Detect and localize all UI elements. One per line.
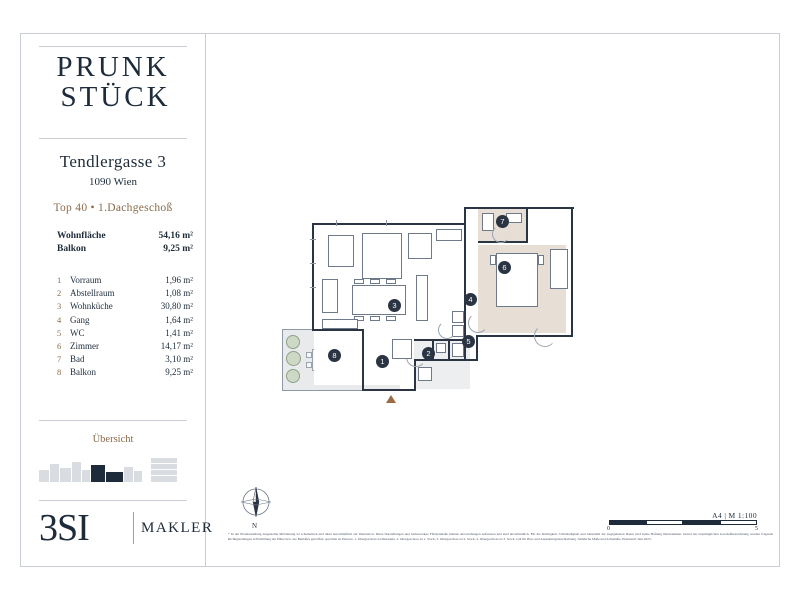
brand-line-1: PRUNK <box>56 51 170 83</box>
room-badge-5: 5 <box>462 335 475 348</box>
logo-makler-text: MAKLER <box>141 520 214 536</box>
unit-title: Top 40 • 1.Dachgeschoß <box>53 202 173 214</box>
company-logo <box>35 506 214 554</box>
room-badge-8: 8 <box>328 349 341 362</box>
address-street: Tendlergasse 3 <box>59 152 167 171</box>
list-item <box>57 340 193 353</box>
room-number: 2 <box>57 288 62 299</box>
divider-under-brand <box>39 138 187 139</box>
room-badge-6: 6 <box>498 261 511 274</box>
logo-3si-text: 3SI <box>39 507 89 549</box>
room-area: 1,08 m² <box>165 288 193 299</box>
room-area: 3,10 m² <box>165 354 193 365</box>
room-badge-3: 3 <box>388 299 401 312</box>
area-summary <box>57 230 193 256</box>
room-number: 4 <box>57 314 62 325</box>
area-label: Balkon <box>57 244 87 254</box>
room-list <box>57 274 193 380</box>
divider-above-overview <box>39 420 187 421</box>
room-number: 1 <box>57 275 62 285</box>
furniture-armchair <box>328 235 354 267</box>
list-item <box>57 274 193 287</box>
list-item <box>57 366 193 379</box>
room-area: 14,17 m² <box>160 341 193 352</box>
scale-start-label: 0 <box>607 526 610 532</box>
room-number: 7 <box>57 354 62 365</box>
info-sidebar <box>21 34 214 566</box>
compass-north-label: N <box>252 522 258 530</box>
room-name: Balkon <box>70 367 96 378</box>
room-name: Gang <box>70 314 90 325</box>
compass-rose <box>236 484 276 534</box>
room-number: 6 <box>57 341 62 352</box>
room-area: 1,64 m² <box>165 314 193 325</box>
entrance-marker <box>386 395 396 403</box>
area-label: Wohnfläche <box>57 231 106 241</box>
room-number: 3 <box>57 301 62 312</box>
area-value: 54,16 m² <box>158 231 193 241</box>
room-number: 5 <box>57 327 62 338</box>
divider-top <box>39 46 187 47</box>
area-row <box>57 243 193 256</box>
legal-disclaimer: * In der Plandarstellung dargestellte Möblierung ist schematisch und dient ausschließlich zur Illustration. Diese Darstellungen und insbesondere Flächenmaße können Abweichungen aufweisen und sind unverbindlich. Für die Richtigkeit, Vollständigkeit und Aktualität der angegebenen Daten wird keine Haftung übernommen. Grund der ursprünglichen Geschoßbezeichnung werden folgende Richtigstellungen in Ermittlung der Pläne bzw. der Bemaßes getroffen: sprechen zu Parterre, 1. Obergeschoss ist Mezzanin, 2. Obergeschoss ist 1. Stock, 3. Obergeschoss ist 2. Stock, 4. Obergeschoss ist 3. Stock. Gilt für Bau- und Ausstattungsbeschreibung. Sämtliche Maße und Achsmaße. Planstand: Juni 2023. <box>228 532 773 542</box>
room-name: WC <box>70 327 85 338</box>
room-area: 9,25 m² <box>165 367 193 378</box>
staircase <box>392 339 412 359</box>
room-badge-7: 7 <box>496 215 509 228</box>
area-value: 9,25 m² <box>163 244 193 254</box>
brand-logo <box>21 52 205 112</box>
room-badge-2: 2 <box>422 347 435 360</box>
brand-line-2: STÜCK <box>60 81 171 113</box>
room-badge-1: 1 <box>376 355 389 368</box>
list-item <box>57 300 193 313</box>
list-item <box>57 353 193 366</box>
floorplan-drawing <box>266 189 696 429</box>
list-item <box>57 287 193 300</box>
room-badge-4: 4 <box>464 293 477 306</box>
property-address <box>21 152 205 188</box>
room-name: Vorraum <box>70 275 102 285</box>
furniture-sofa <box>362 233 402 279</box>
room-name: Abstellraum <box>70 288 115 299</box>
compass-icon <box>236 484 276 524</box>
scale-end-label: 5 <box>755 526 758 532</box>
room-area: 1,41 m² <box>165 327 193 338</box>
room-name: Wohnküche <box>70 301 113 312</box>
divider-above-logo <box>39 500 187 501</box>
scale-info: A4 | M 1:100 <box>712 511 757 520</box>
furniture-wardrobe <box>550 249 568 289</box>
furniture-sideboard <box>322 279 338 313</box>
room-area: 30,80 m² <box>160 301 193 312</box>
area-row <box>57 230 193 243</box>
overview-label: Übersicht <box>92 434 134 445</box>
room-area: 1,96 m² <box>165 275 193 285</box>
address-city: 1090 Wien <box>89 176 137 188</box>
furniture-armchair-2 <box>408 233 432 259</box>
room-number: 8 <box>57 367 62 378</box>
furniture-kitchen-counter <box>416 275 428 321</box>
logo-separator <box>133 512 134 544</box>
room-name: Bad <box>70 354 85 365</box>
floorplan-area <box>206 34 779 566</box>
list-item <box>57 327 193 340</box>
list-item <box>57 314 193 327</box>
building-overview-graphic <box>39 456 187 496</box>
room-name: Zimmer <box>70 341 99 352</box>
